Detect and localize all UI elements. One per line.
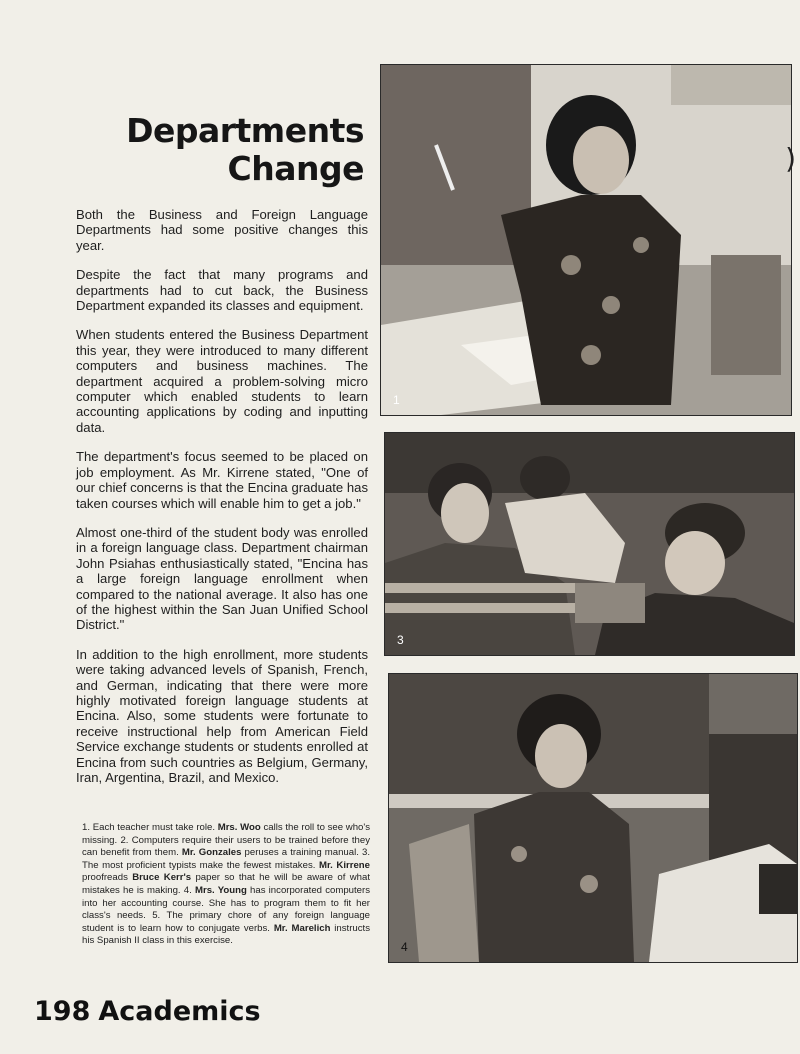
caption-text: has incorporated computers into her accounting course. She has to program them to fit her class's needs. 5. The primary chore of any foreign language student is to learn how to conjugate verbs. (82, 884, 370, 934)
photo-accounting-computer (388, 673, 798, 963)
caption-text: paper so that he will be aware of what mistakes he is making. 4. (82, 872, 370, 896)
photo-number: 1 (393, 393, 400, 407)
photo-number: 4 (401, 940, 408, 954)
caption-name: Mrs. Woo (217, 822, 261, 833)
paragraph: Almost one-third of the student body was enrolled in a foreign language class. Department chairman John Psiahas enthusiastically stated, "Encina has a large foreign language enrollment when compared to the national average. It also has one of the highest within the San Juan Unified School District." (76, 524, 368, 633)
page-number: 198 (34, 996, 91, 1027)
paragraph: The department's focus seemed to be placed on job employment. As Mr. Kirrene stated, "One of our chief concerns is that the Encina graduate has taken courses which will enable him to get a job." (76, 449, 368, 511)
page-footer (34, 996, 269, 1027)
photo-image (389, 674, 797, 962)
caption-name: Mr. Marelich (273, 922, 331, 934)
photo-teacher-roll (380, 64, 792, 416)
caption-text: peruses a training manual. 3. The most proficient typists make the fewest mistakes. (82, 847, 370, 871)
photo-number: 3 (397, 633, 404, 647)
caption-text: instructs his Spanish II class in this exercise. (82, 922, 371, 947)
caption-name: Mrs. Young (194, 884, 247, 896)
paragraph: When students entered the Business Department this year, they were introduced to many different computers and business machines. The department acquired a problem-solving micro computer which enabled students to learn accounting applications by coding and inputting data. (76, 327, 368, 435)
page-edge-mark: ) (785, 142, 796, 175)
photo-typing-class (384, 432, 795, 656)
caption-text: proofreads (82, 872, 133, 884)
photo-captions (82, 822, 370, 948)
caption-text: 1. Each teacher must take role. (82, 822, 218, 833)
caption-text: calls the roll to see who's missing. 2. Computers require their users to be trained before they can benefit from them. (82, 822, 371, 859)
caption-name: Bruce Kerr's (132, 872, 192, 884)
section-name: Academics (98, 996, 261, 1027)
title-line-2: Change (227, 149, 364, 188)
title-line-1: Departments (126, 111, 364, 150)
paragraph: Despite the fact that many programs and departments had to cut back, the Business Department expanded its classes and equipment. (76, 267, 368, 314)
page-title (100, 112, 364, 188)
photo-image (381, 65, 791, 415)
photo-image (385, 433, 794, 655)
paragraph: Both the Business and Foreign Language Departments had some positive changes this year. (76, 207, 368, 253)
caption-name: Mr. Kirrene (318, 859, 370, 871)
article-body (76, 207, 368, 799)
paragraph: In addition to the high enrollment, more students were taking advanced levels of Spanish, French, and German, indicating that there were more highly motivated foreign language students at Encina. Also, some students were fortunate to receive instructional help from American Field Service exchange students or students enrolled at Encina from such countries as Belgium, Germany, Iran, Argentina, Brazil, and Mexico. (76, 646, 368, 785)
caption-name: Mr. Gonzales (181, 847, 242, 859)
